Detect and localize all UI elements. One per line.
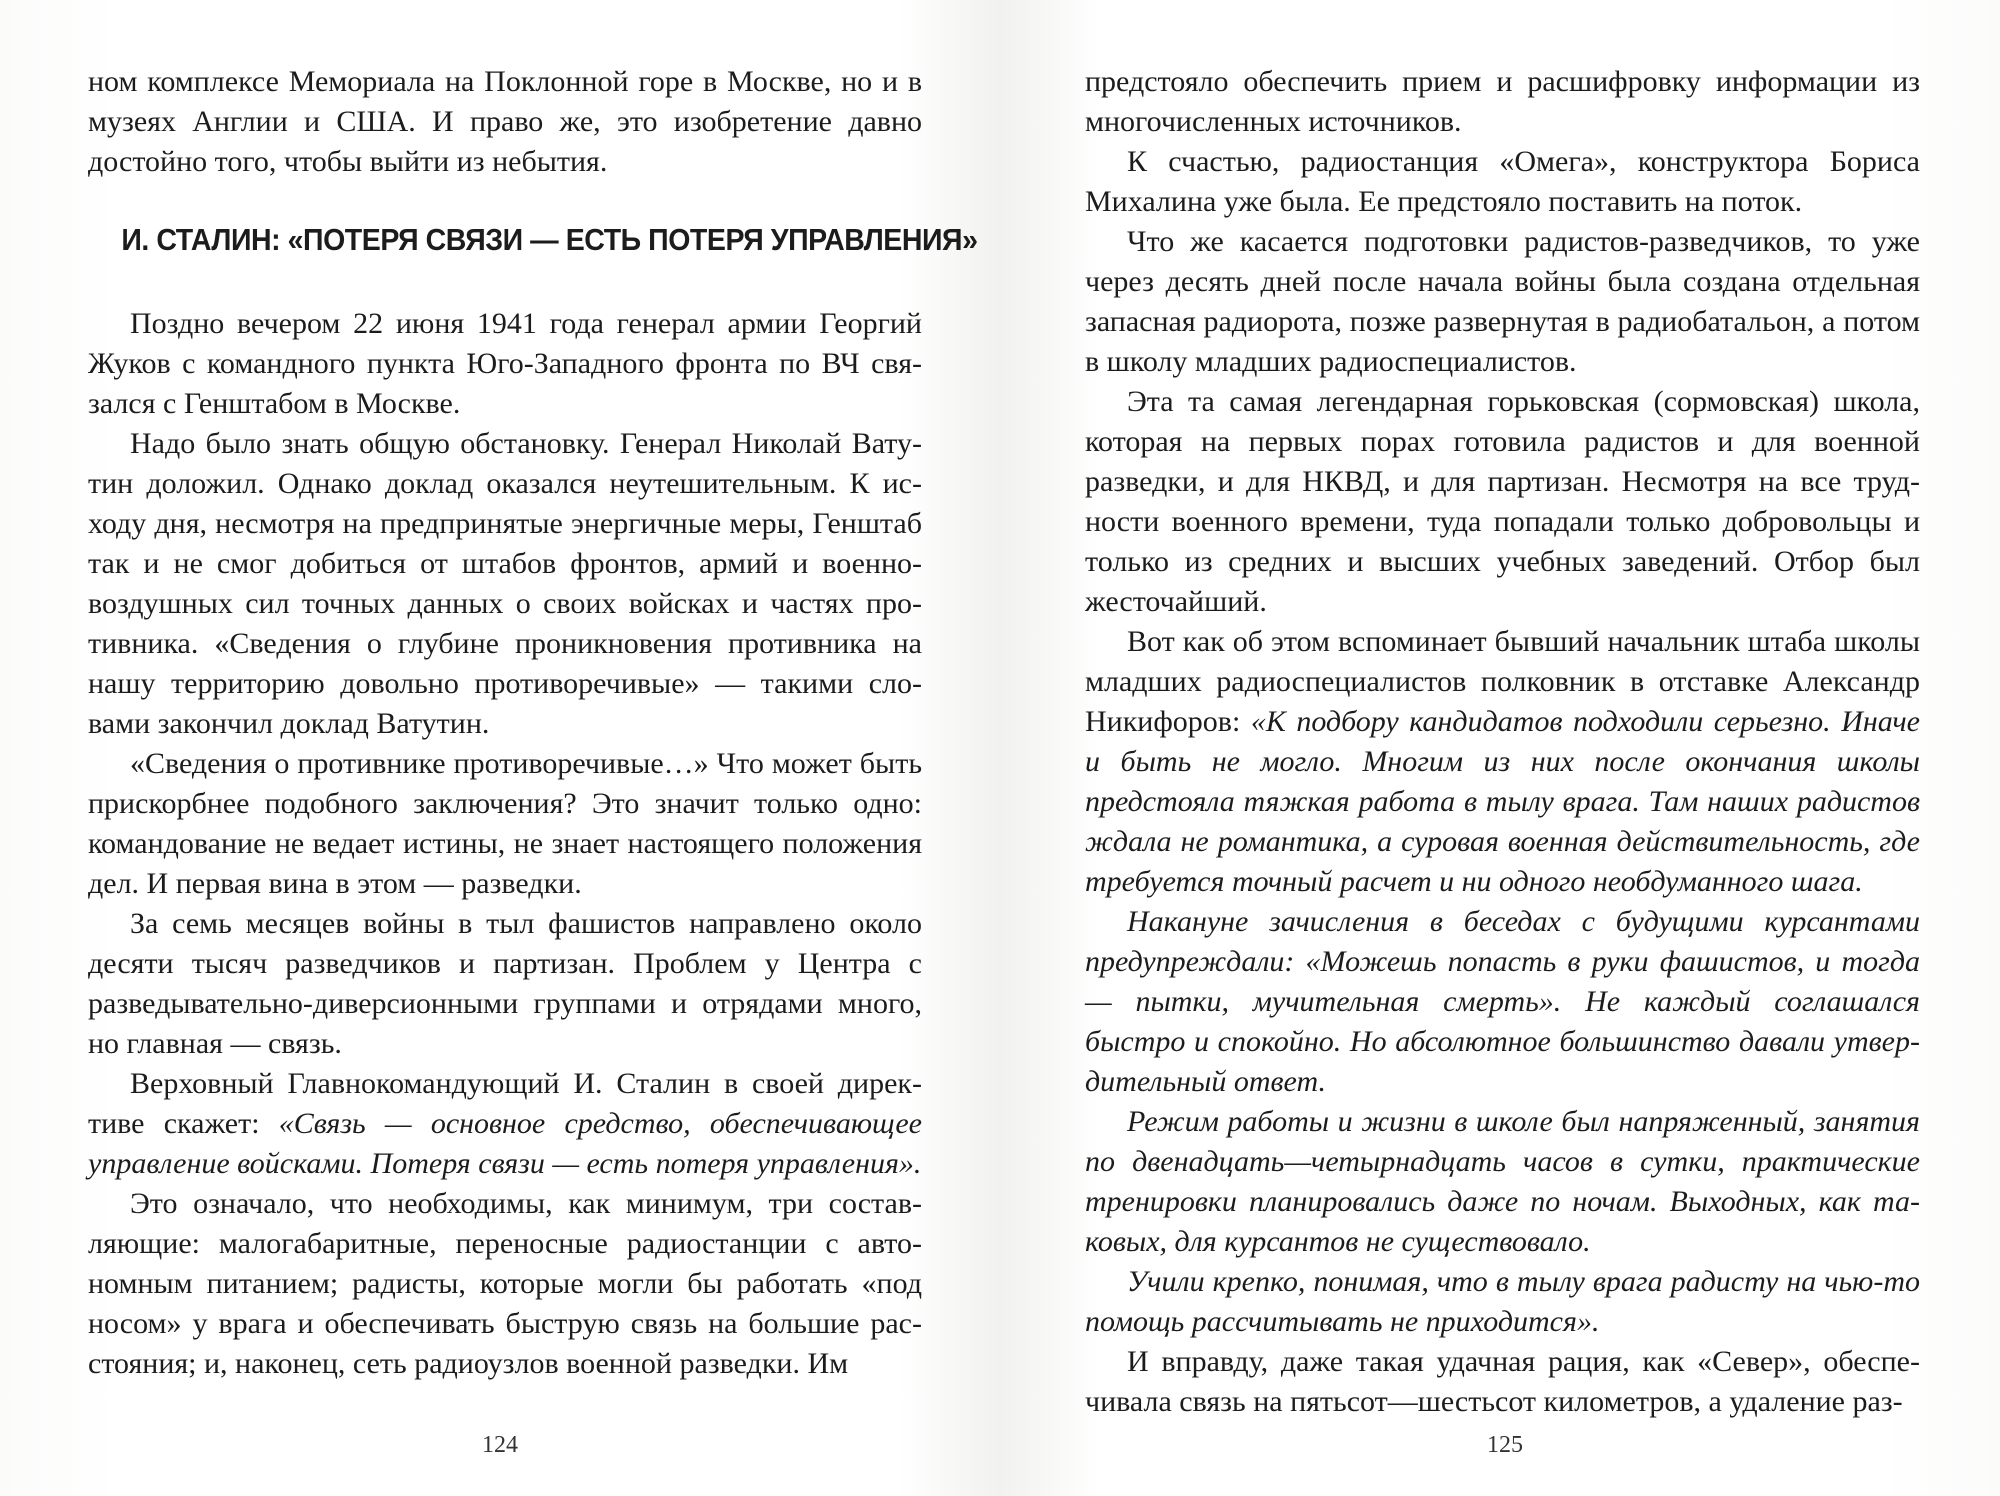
paragraph: ном комплексе Мемориала на Поклонной горе в Москве, но и в музеях Англии и США. И право же, это изобретение давно достойно того, чтобы выйти из небытия.	[88, 65, 922, 178]
paragraph: Надо было знать общую обстановку. Генерал Николай Ватутин доложил. Однако доклад оказался неутешительным. К исходу дня, несмотря на предпринятые энергичные меры, Генштаб так и не смог добиться от штабов фронтов, армий и военно-воздушных сил точных данных о своих войсках и частях противника. «Сведения о глубине проникновения противника на нашу территорию довольно противоречивые» — такими словами закончил доклад Ватутин.	[88, 427, 922, 740]
memoir-quote: «К подбору кандидатов подходили серьезно. Иначе и быть не могло. Многим из них после окончания школы предстояла тяжкая работа в тылу врага. Там наших радистов ждала не романтика, а суровая военная действительность, где требуется точный расчет и ни одного необдуманного шага.	[1085, 705, 1920, 898]
paragraph: «Сведения о противнике противоречивые…» Что может быть прискорбнее подобного заключения? Это значит только одно: командование не ведает истины, не знает настоящего положения дел. И первая вина в этом — разведки.	[88, 747, 922, 900]
paragraph: Поздно вечером 22 июня 1941 года генерал армии Георгий Жуков с командного пункта Юго-Западного фронта по ВЧ связался с Генштабом в Москве.	[88, 307, 922, 420]
paragraph: Это означало, что необходимы, как минимум, три составляющие: малогабаритные, переносные радиостанции с автономным питанием; радисты, которые могли бы работать «под носом» у врага и обеспечивать быструю связь на большие расстояния; и, наконец, сеть радиоузлов военной разведки. Им	[88, 1187, 922, 1380]
paragraph: К счастью, радиостанция «Омега», конструктора Бориса Михалина уже была. Ее предстояло поставить на поток.	[1085, 145, 1920, 218]
paragraph-memoir	[1085, 622, 1920, 902]
paragraph: Что же касается подготовки радистов-разведчиков, то уже через десять дней после начала войны была создана отдельная запасная радиорота, позже развернутая в радиобатальон, а потом в школу младших радиоспециалистов.	[1085, 225, 1920, 378]
paragraph: И вправду, даже такая удачная рация, как «Север», обеспечивала связь на пятьсот—шестьсот километров, а удаление раз-	[1085, 1345, 1920, 1418]
right-page	[1000, 0, 2000, 1496]
directive-intro: Верховный Главнокомандующий И. Сталин в своей директиве скажет:	[88, 1067, 922, 1140]
page-number: 124	[482, 1432, 518, 1458]
paragraph: предстояло обеспечить прием и расшифровку информации из многочисленных источников.	[1085, 65, 1920, 138]
section-heading: И. СТАЛИН: «ПОТЕРЯ СВЯЗИ — ЕСТЬ ПОТЕРЯ УПРАВЛЕНИЯ»	[121, 222, 978, 257]
paragraph: За семь месяцев войны в тыл фашистов направлено около десяти тысяч разведчиков и партизан. Проблем у Центра с разведывательно-диверсионными группами и отрядами много, но главная — связь.	[88, 907, 922, 1060]
directive-quote: «Связь — основное средство, обеспечивающее управление войсками. Потеря связи — есть потеря управления».	[88, 1107, 922, 1180]
memoir-intro: Вот как об этом вспоминает бывший начальник штаба школы младших радиоспециалистов полковник в отставке Александр Никифоров:	[1085, 625, 1920, 738]
quoted-paragraph: Накануне зачисления в беседах с будущими курсантами предупреждали: «Можешь попасть в руки фашистов, и тогда — пытки, мучительная смерть». Не каждый соглашался быстро и спокойно. Но абсолютное большинство давали утвердительный ответ.	[1085, 905, 1920, 1098]
quoted-paragraph: Учили крепко, понимая, что в тылу врага радисту на чью-то помощь рассчитывать не приходится».	[1085, 1265, 1920, 1338]
page-number: 125	[1487, 1432, 1523, 1458]
paragraph-directive	[88, 1064, 922, 1184]
left-text-column	[88, 62, 978, 1384]
quoted-paragraph: Режим работы и жизни в школе был напряженный, занятия по двенадцать—четырнадцать часов в сутки, практические тренировки планировались даже по ночам. Выходных, как таковых, для курсантов не существовало.	[1085, 1105, 1920, 1258]
paragraph: Эта та самая легендарная горьковская (сормовская) школа, которая на первых порах готовила радистов и для военной разведки, и для НКВД, и для партизан. Несмотря на все трудности военного времени, туда попадали только добровольцы и только из средних и высших учебных заведений. Отбор был жесточайший.	[1085, 385, 1920, 618]
right-text-column	[1085, 62, 1920, 1422]
